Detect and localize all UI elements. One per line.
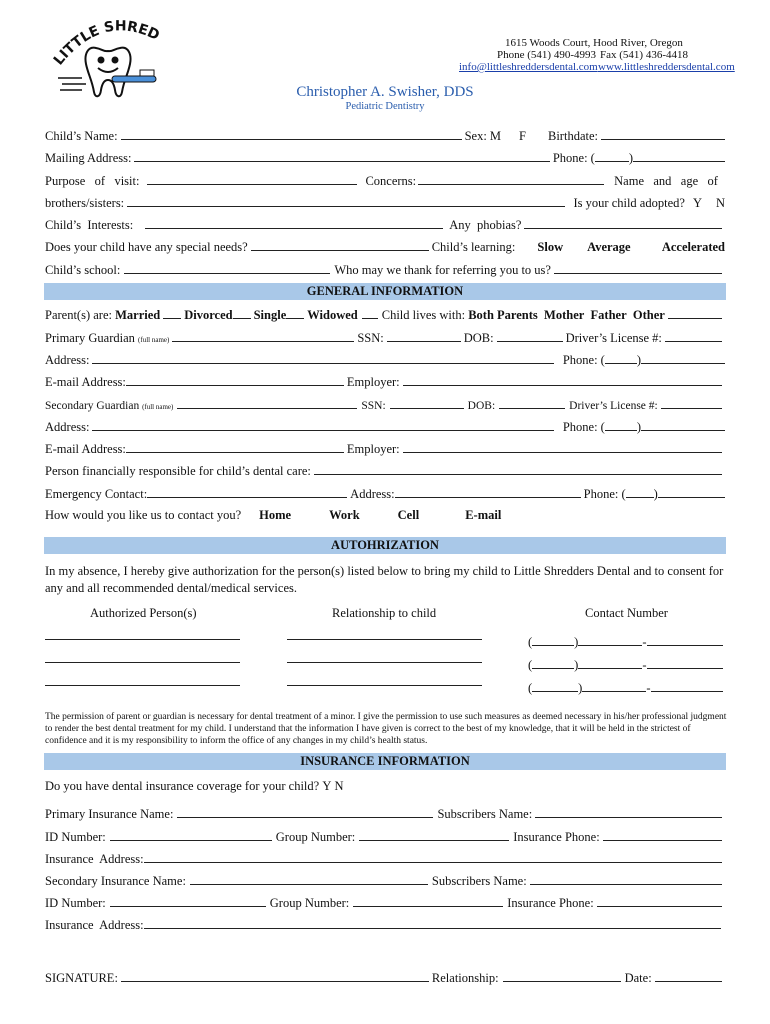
office-website-link[interactable]: www.littleshreddersdental.com <box>598 61 735 73</box>
contact-home-option[interactable]: Home <box>259 508 292 522</box>
secondary-dob-field[interactable] <box>499 397 565 409</box>
secondary-license-label: Driver’s License #: <box>569 400 658 412</box>
married-option[interactable]: Married <box>115 308 161 322</box>
secondary-employer-field[interactable] <box>403 441 722 453</box>
authorized-person-2-field[interactable] <box>45 651 240 663</box>
siblings-label-continued: brothers/sisters: <box>45 196 125 210</box>
primary-phone-label: Phone: ( <box>562 353 605 367</box>
contact-2-area[interactable] <box>532 657 574 669</box>
relationship-field[interactable] <box>503 970 621 982</box>
special-needs-field[interactable] <box>251 239 429 251</box>
purpose-field[interactable] <box>147 173 357 185</box>
primary-insurance-row <box>45 806 725 822</box>
concerns-field[interactable] <box>418 173 604 185</box>
learning-accelerated-option[interactable]: Accelerated <box>661 240 725 254</box>
mother-option[interactable]: Mother <box>544 308 585 322</box>
secondary-group-field[interactable] <box>353 895 503 907</box>
logo-text: LITTLE SHRE <box>52 18 151 69</box>
primary-id-label: ID Number: <box>45 830 106 844</box>
referral-label: Who may we thank for referring you to us? <box>334 263 551 277</box>
contact-3-dash: - <box>646 681 651 695</box>
parents-label: Parent(s) are: <box>45 308 112 322</box>
contact-1-dash: - <box>642 635 647 649</box>
coverage-n-option[interactable]: N <box>334 779 344 793</box>
divorced-blank[interactable] <box>233 307 251 319</box>
primary-ins-address-row <box>45 851 725 867</box>
permission-fine-print: The permission of parent or guardian is necessary for dental treatment of a minor. I give the permission to use such measures as deemed necessary in his/her professional judgment to render the best dental treatment for my child. I understand that the information I have given is correct to the best of my knowledge, that it will be held in the strictest of confidence and it is my responsibility to inform the office of any changes in my child’s health status. <box>45 712 727 746</box>
contact-1-prefix[interactable] <box>578 634 642 646</box>
single-option[interactable]: Single <box>253 308 287 322</box>
school-row <box>45 262 725 278</box>
secondary-address-label: Address: <box>45 420 90 434</box>
contact-pref-row <box>45 508 725 523</box>
contact-cell-option[interactable]: Cell <box>397 508 420 522</box>
contact-1-area[interactable] <box>532 634 574 646</box>
contact-3-prefix[interactable] <box>582 680 646 692</box>
school-label: Child’s school: <box>45 263 121 277</box>
purpose-label: Purpose of visit: <box>45 174 140 188</box>
date-label: Date: <box>624 971 652 985</box>
secondary-group-label: Group Number: <box>269 896 350 910</box>
secondary-ssn-field[interactable] <box>390 397 464 409</box>
emergency-row <box>45 486 725 502</box>
contact-3-field[interactable] <box>528 680 723 696</box>
responsible-field[interactable] <box>314 463 722 475</box>
authorized-person-header: Authorized Person(s) <box>90 606 197 620</box>
secondary-email-row <box>45 441 725 457</box>
special-needs-label: Does your child have any special needs? <box>45 240 248 254</box>
primary-address-field[interactable] <box>92 352 553 364</box>
date-field[interactable] <box>655 970 722 982</box>
contact-3-paren-open: ( <box>528 681 533 695</box>
contact-1-paren-open: ( <box>528 635 533 649</box>
child-name-row <box>45 128 725 144</box>
secondary-full-name-note: (full name) <box>142 403 174 411</box>
primary-ins-address-field[interactable] <box>144 851 722 863</box>
secondary-email-label: E-mail Address: <box>45 442 126 456</box>
both-parents-option[interactable]: Both Parents <box>468 308 538 322</box>
contact-2-field[interactable] <box>528 657 723 673</box>
primary-email-field[interactable] <box>126 374 344 386</box>
secondary-subscribers-label: Subscribers Name: <box>431 874 527 888</box>
primary-employer-field[interactable] <box>403 374 722 386</box>
primary-dob-field[interactable] <box>497 330 563 342</box>
sex-label: Sex: <box>464 129 487 143</box>
secondary-employer-label: Employer: <box>346 442 400 456</box>
sex-m-option[interactable]: M <box>489 129 502 143</box>
secondary-ins-address-field[interactable] <box>144 917 721 929</box>
interests-row <box>45 217 725 233</box>
learning-label: Child’s learning: <box>431 240 516 254</box>
secondary-ins-phone-field[interactable] <box>597 895 722 907</box>
secondary-id-label: ID Number: <box>45 896 106 910</box>
secondary-address-row <box>45 419 725 435</box>
siblings-row <box>45 195 725 211</box>
phone-area-code-field[interactable] <box>595 150 629 162</box>
primary-subscribers-label: Subscribers Name: <box>437 807 533 821</box>
signature-row <box>45 970 725 986</box>
learning-average-option[interactable]: Average <box>587 240 631 254</box>
parents-row <box>45 307 725 323</box>
primary-id-row <box>45 829 725 845</box>
mailing-row <box>45 150 725 166</box>
lives-with-label: Child lives with: <box>381 308 466 322</box>
general-info-heading: GENERAL INFORMATION <box>44 283 726 300</box>
primary-phone-number-field[interactable] <box>641 352 725 364</box>
primary-id-field[interactable] <box>110 829 272 841</box>
authorization-heading: AUTOHRIZATION <box>44 537 726 554</box>
secondary-guardian-name-field[interactable] <box>177 397 357 409</box>
signature-label: SIGNATURE: <box>45 971 118 985</box>
birthdate-label: Birthdate: <box>548 129 598 143</box>
emergency-contact-field[interactable] <box>147 486 347 498</box>
secondary-phone-area-field[interactable] <box>605 419 637 431</box>
secondary-phone-paren-close: ) <box>636 420 641 434</box>
primary-guardian-row <box>45 330 725 348</box>
secondary-email-field[interactable] <box>126 441 344 453</box>
primary-phone-area-field[interactable] <box>605 352 637 364</box>
primary-address-label: Address: <box>45 353 90 367</box>
contact-1-field[interactable] <box>528 634 723 650</box>
contact-3-paren-close: ) <box>578 681 583 695</box>
office-phone: Phone (541) 490-4993 <box>497 49 596 61</box>
emergency-phone-number-field[interactable] <box>658 486 725 498</box>
relationship-label: Relationship: <box>431 971 499 985</box>
primary-employer-label: Employer: <box>346 375 400 389</box>
special-needs-row <box>45 239 725 255</box>
relationship-2-field[interactable] <box>287 651 482 663</box>
responsible-row <box>45 463 725 479</box>
relationship-header: Relationship to child <box>332 606 437 620</box>
emergency-phone-area-field[interactable] <box>626 486 654 498</box>
contact-2-prefix[interactable] <box>578 657 642 669</box>
primary-ins-phone-label: Insurance Phone: <box>513 830 600 844</box>
primary-dob-label: DOB: <box>463 331 494 345</box>
phobias-label: Any phobias? <box>449 218 522 232</box>
specialty: Pediatric Dentistry <box>345 101 425 112</box>
secondary-ssn-label: SSN: <box>361 400 386 412</box>
secondary-license-field[interactable] <box>661 397 722 409</box>
secondary-insurance-row <box>45 873 725 889</box>
secondary-ins-phone-label: Insurance Phone: <box>507 896 594 910</box>
school-field[interactable] <box>124 262 330 274</box>
married-blank[interactable] <box>163 307 181 319</box>
contact-3-line[interactable] <box>651 680 723 692</box>
adopted-label: Is your child adopted? <box>573 196 685 210</box>
interests-label: Child’s Interests: <box>45 218 134 232</box>
siblings-field[interactable] <box>127 195 564 207</box>
interests-field[interactable] <box>145 217 443 229</box>
primary-insurance-label: Primary Insurance Name: <box>45 807 174 821</box>
contact-2-paren-close: ) <box>574 658 579 672</box>
contact-1-line[interactable] <box>647 634 723 646</box>
mailing-address-field[interactable] <box>134 150 549 162</box>
phone-paren-close: ) <box>628 151 633 165</box>
phone-number-field[interactable] <box>633 150 725 162</box>
single-blank[interactable] <box>286 307 304 319</box>
secondary-insurance-field[interactable] <box>190 873 428 885</box>
other-field[interactable] <box>668 307 722 319</box>
contact-1-paren-close: ) <box>574 635 579 649</box>
primary-ins-address-label: Insurance Address: <box>45 852 144 866</box>
primary-phone-paren-close: ) <box>636 353 641 367</box>
authorized-person-3-field[interactable] <box>45 674 240 686</box>
purpose-row <box>45 173 725 189</box>
primary-guardian-name-field[interactable] <box>172 330 354 342</box>
primary-license-label: Driver’s License #: <box>565 331 662 345</box>
insurance-heading: INSURANCE INFORMATION <box>44 753 726 770</box>
secondary-phone-number-field[interactable] <box>641 419 725 431</box>
secondary-dob-label: DOB: <box>467 400 496 412</box>
child-name-field[interactable] <box>121 128 462 140</box>
secondary-ins-address-label: Insurance Address: <box>45 918 144 932</box>
primary-address-row <box>45 352 725 368</box>
mailing-address-label: Mailing Address: <box>45 151 132 165</box>
authorized-person-1-field[interactable] <box>45 628 240 640</box>
widowed-option[interactable]: Widowed <box>307 308 358 322</box>
primary-ssn-field[interactable] <box>387 330 461 342</box>
primary-ins-phone-field[interactable] <box>603 829 722 841</box>
primary-subscribers-field[interactable] <box>535 806 722 818</box>
coverage-y-option[interactable]: Y <box>322 779 332 793</box>
divorced-option[interactable]: Divorced <box>184 308 233 322</box>
contact-number-header: Contact Number <box>585 606 668 620</box>
secondary-id-row <box>45 895 725 911</box>
emergency-label: Emergency Contact: <box>45 487 148 501</box>
phobias-field[interactable] <box>524 217 722 229</box>
other-option[interactable]: Other <box>632 308 665 322</box>
primary-license-field[interactable] <box>665 330 722 342</box>
relationship-1-field[interactable] <box>287 628 482 640</box>
relationship-3-field[interactable] <box>287 674 482 686</box>
adopted-n-option[interactable]: N <box>715 196 725 210</box>
office-email-link[interactable]: info@littleshreddersdental.com <box>459 61 598 73</box>
signature-field[interactable] <box>121 970 429 982</box>
contact-email-option[interactable]: E-mail <box>465 508 502 522</box>
referral-field[interactable] <box>554 262 722 274</box>
doctor-name: Christopher A. Swisher, DDS <box>296 84 474 100</box>
authorization-paragraph: In my absence, I hereby give authorization for the person(s) listed below to bring my child to Little Shredders Dental and to consent for any and all recommended dental/medical services. <box>45 564 724 595</box>
learning-slow-option[interactable]: Slow <box>537 240 564 254</box>
primary-full-name-note: (full name) <box>138 336 170 344</box>
widowed-blank[interactable] <box>362 307 378 319</box>
emergency-address-field[interactable] <box>395 486 581 498</box>
secondary-id-field[interactable] <box>110 895 266 907</box>
concerns-label: Concerns: <box>365 174 417 188</box>
secondary-address-field[interactable] <box>92 419 553 431</box>
primary-email-row <box>45 374 725 390</box>
emergency-phone-paren-close: ) <box>653 487 658 501</box>
primary-insurance-field[interactable] <box>177 806 433 818</box>
contact-2-paren-open: ( <box>528 658 533 672</box>
contact-3-area[interactable] <box>532 680 578 692</box>
secondary-guardian-label: Secondary Guardian <box>45 400 140 412</box>
office-fax: Fax (541) 436-4418 <box>600 49 688 61</box>
secondary-subscribers-field[interactable] <box>530 873 722 885</box>
contact-pref-label: How would you like us to contact you? <box>45 508 242 522</box>
emergency-address-label: Address: <box>350 487 395 501</box>
sex-f-option[interactable]: F <box>519 129 526 143</box>
adopted-y-option[interactable]: Y <box>692 196 702 210</box>
primary-group-label: Group Number: <box>275 830 356 844</box>
responsible-label: Person financially responsible for child’s dental care: <box>45 464 311 478</box>
primary-group-field[interactable] <box>359 829 509 841</box>
birthdate-field[interactable] <box>601 128 725 140</box>
coverage-label: Do you have dental insurance coverage for your child? <box>45 779 320 793</box>
contact-2-line[interactable] <box>647 657 723 669</box>
secondary-ins-address-row <box>45 917 725 933</box>
primary-guardian-label: Primary Guardian <box>45 331 135 345</box>
contact-2-dash: - <box>642 658 647 672</box>
father-option[interactable]: Father <box>590 308 627 322</box>
secondary-insurance-label: Secondary Insurance Name: <box>45 874 186 888</box>
contact-work-option[interactable]: Work <box>329 508 360 522</box>
secondary-phone-label: Phone: ( <box>562 420 605 434</box>
phone-label: Phone: ( <box>552 151 595 165</box>
child-name-label: Child’s Name: <box>45 129 118 143</box>
office-address: 1615 Woods Court, Hood River, Oregon <box>505 37 683 49</box>
siblings-label: Name and age of <box>614 174 718 188</box>
primary-email-label: E-mail Address: <box>45 375 126 389</box>
secondary-guardian-row <box>45 397 725 415</box>
coverage-row <box>45 779 725 794</box>
emergency-phone-label: Phone: ( <box>583 487 626 501</box>
primary-ssn-label: SSN: <box>357 331 384 345</box>
